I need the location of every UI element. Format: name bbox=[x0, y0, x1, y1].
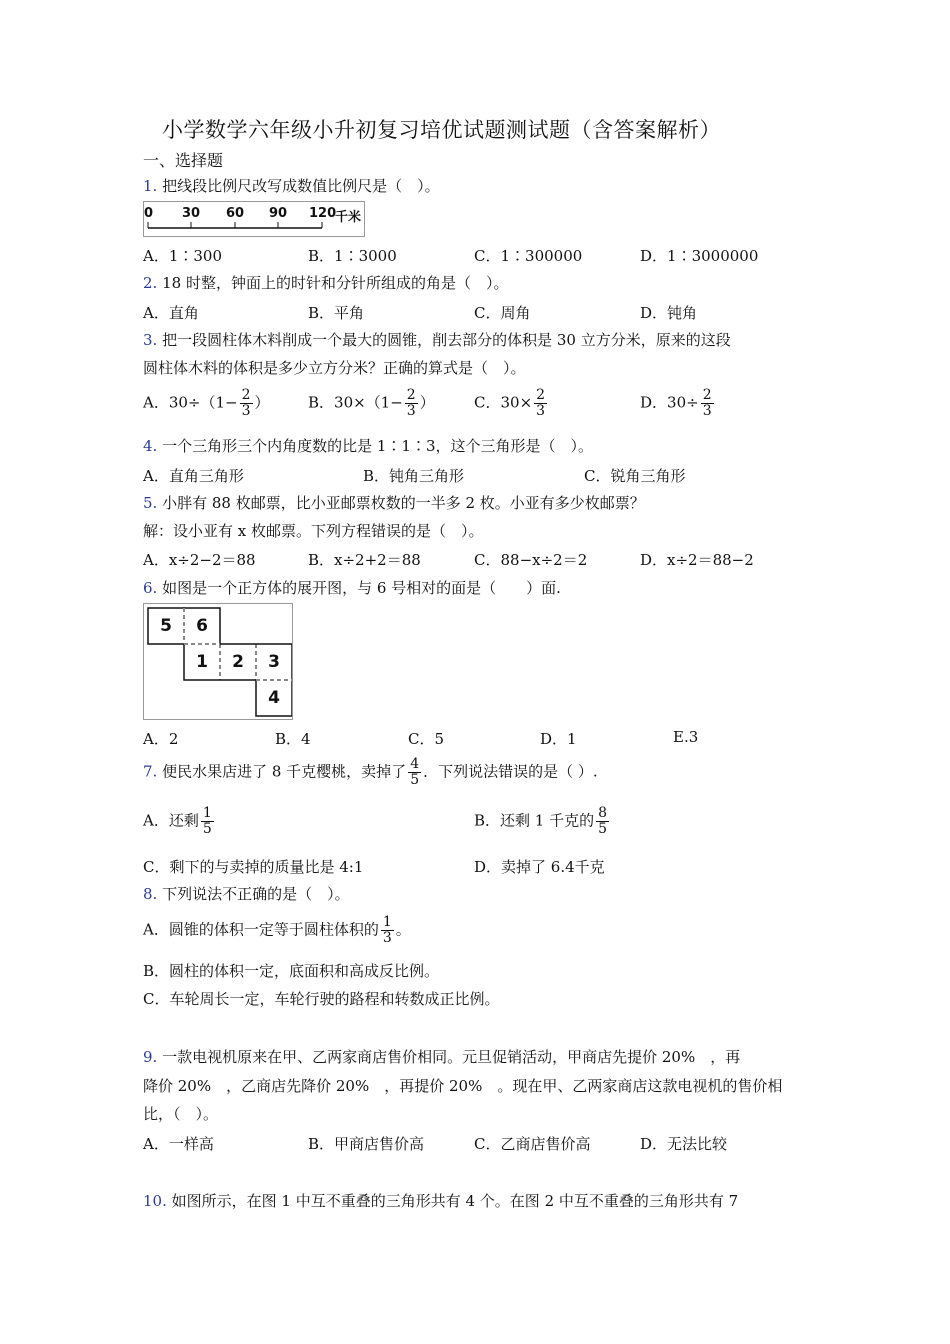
fraction-numerator: 8 bbox=[598, 805, 608, 821]
cube-face: 3 bbox=[268, 652, 280, 672]
option-b: B．30×（1− $\frac{2}{3}$ ） bbox=[308, 387, 435, 419]
question-number: 7. bbox=[143, 762, 158, 781]
question-text-line2: 解：设小亚有 x 枚邮票。下列方程错误的是（ ）。 bbox=[143, 522, 484, 540]
option-d: D．1∶3000000 bbox=[640, 247, 759, 265]
fraction-denominator: 3 bbox=[382, 930, 392, 946]
fraction-numerator: 1 bbox=[202, 805, 212, 821]
option-d: D．1 bbox=[540, 730, 577, 748]
option-a: A．圆锥的体积一定等于圆柱体积的 $\frac{1}{3}$ 。 bbox=[143, 914, 411, 946]
question-number: 6. bbox=[143, 579, 158, 597]
option-c: C．88−x÷2＝2 bbox=[474, 551, 588, 569]
fraction-denominator: 5 bbox=[598, 821, 608, 837]
cube-net-figure bbox=[143, 603, 293, 720]
scale-tick: 0 bbox=[144, 206, 154, 221]
option-d: D．30÷ $\frac{2}{3}$ bbox=[640, 387, 712, 419]
question-text-line1: 一款电视机原来在甲、乙两家商店售价相同。元旦促销活动，甲商店先提价 20% ，再 bbox=[162, 1048, 741, 1066]
scale-tick: 30 bbox=[182, 206, 201, 221]
fraction-denominator: 3 bbox=[406, 403, 416, 419]
scale-unit: 千米 bbox=[335, 210, 362, 225]
question-text: 一个三角形三个内角度数的比是 1∶1∶3，这个三角形是（ ）。 bbox=[162, 437, 593, 455]
question-5 bbox=[143, 493, 645, 513]
question-4 bbox=[143, 436, 593, 456]
fraction-denominator: 5 bbox=[410, 772, 420, 788]
question-number: 4. bbox=[143, 437, 158, 455]
question-number: 1. bbox=[143, 177, 158, 195]
question-10 bbox=[143, 1191, 738, 1211]
option-a: A．x÷2−2＝88 bbox=[143, 551, 256, 569]
option-b: B．还剩 1 千克的 $\frac{8}{5}$ bbox=[474, 805, 608, 837]
fraction-numerator: 2 bbox=[536, 387, 546, 403]
cube-face: 1 bbox=[196, 652, 208, 672]
question-text: 把线段比例尺改写成数值比例尺是（ ）。 bbox=[162, 177, 440, 195]
question-text-line2: 圆柱体木料的体积是多少立方分米？正确的算式是（ ）。 bbox=[143, 359, 526, 377]
option-b: B．圆柱的体积一定，底面积和高成反比例。 bbox=[143, 962, 440, 980]
fraction-denominator: 3 bbox=[241, 403, 251, 419]
fraction-denominator: 3 bbox=[702, 403, 712, 419]
option-c: C．乙商店售价高 bbox=[474, 1135, 591, 1153]
option-a: A．还剩 $\frac{1}{5}$ bbox=[143, 805, 212, 837]
cube-face: 6 bbox=[196, 616, 208, 636]
question-text: 下列说法不正确的是（ ）。 bbox=[162, 885, 350, 903]
question-text: 如图所示，在图 1 中互不重叠的三角形共有 4 个。在图 2 中互不重叠的三角形共有 7 bbox=[171, 1192, 739, 1210]
option-c: C．30× $\frac{2}{3}$ bbox=[474, 387, 546, 419]
option-c: C．5 bbox=[408, 730, 445, 748]
fraction-numerator: 2 bbox=[702, 387, 712, 403]
option-b: B．1∶3000 bbox=[308, 247, 397, 265]
option-d: D．x÷2＝88−2 bbox=[640, 551, 754, 569]
question-2 bbox=[143, 273, 508, 293]
question-3 bbox=[143, 330, 731, 350]
cube-face: 2 bbox=[232, 652, 244, 672]
option-a: A．2 bbox=[143, 730, 179, 748]
question-number: 5. bbox=[143, 494, 158, 512]
option-a: A．一样高 bbox=[143, 1135, 214, 1153]
option-b: B．4 bbox=[275, 730, 311, 748]
option-a: A．直角三角形 bbox=[143, 467, 244, 485]
option-c: C．车轮周长一定，车轮行驶的路程和转数成正比例。 bbox=[143, 990, 500, 1008]
scale-figure bbox=[143, 201, 365, 237]
question-number: 9. bbox=[143, 1048, 158, 1066]
fraction-denominator: 5 bbox=[202, 821, 212, 837]
fraction-denominator: 3 bbox=[536, 403, 546, 419]
question-6 bbox=[143, 578, 561, 598]
option-c: C．锐角三角形 bbox=[584, 467, 686, 485]
question-7: 7. 便民水果店进了 8 千克樱桃，卖掉了 $\frac{4}{5}$ ．下列说法错误的是（ ）. bbox=[143, 756, 598, 788]
scale-tick: 120 bbox=[309, 206, 337, 221]
question-text-line2: 降价 20% ，乙商店先降价 20% ，再提价 20% 。现在甲、乙两家商店这款电视机的售价相 bbox=[143, 1077, 783, 1095]
question-text: 如图是一个正方体的展开图，与 6 号相对的面是（ ）面. bbox=[162, 579, 561, 597]
option-d: D．无法比较 bbox=[640, 1135, 728, 1153]
question-text-line3: 比，（ ）。 bbox=[143, 1105, 219, 1123]
fraction-numerator: 1 bbox=[382, 914, 392, 930]
fraction-numerator: 4 bbox=[410, 756, 420, 772]
cube-face: 4 bbox=[268, 688, 280, 708]
option-c: C．1∶300000 bbox=[474, 247, 583, 265]
section-heading: 一、选择题 bbox=[143, 151, 224, 170]
fraction-numerator: 2 bbox=[241, 387, 251, 403]
question-8 bbox=[143, 884, 350, 904]
option-d: D．钝角 bbox=[640, 304, 698, 322]
question-number: 3. bbox=[143, 331, 158, 349]
question-text: 18 时整，钟面上的时针和分针所组成的角是（ ）。 bbox=[162, 274, 509, 292]
question-9 bbox=[143, 1047, 740, 1067]
option-b: B．平角 bbox=[308, 304, 365, 322]
question-text-line1: 小胖有 88 枚邮票，比小亚邮票枚数的一半多 2 枚。小亚有多少枚邮票？ bbox=[162, 494, 645, 512]
page-title: 小学数学六年级小升初复习培优试题测试题（含答案解析） bbox=[162, 118, 721, 142]
question-number: 2. bbox=[143, 274, 158, 292]
fraction-numerator: 2 bbox=[406, 387, 416, 403]
cube-face: 5 bbox=[160, 616, 172, 636]
question-1 bbox=[143, 176, 440, 196]
option-c: C．剩下的与卖掉的质量比是 4:1 bbox=[143, 858, 364, 876]
option-c: C．周角 bbox=[474, 304, 531, 322]
question-text-line1: 把一段圆柱体木料削成一个最大的圆锥，削去部分的体积是 30 立方分米，原来的这段 bbox=[162, 331, 731, 349]
option-a: A．直角 bbox=[143, 304, 199, 322]
scale-tick: 60 bbox=[226, 206, 245, 221]
option-b: B．钝角三角形 bbox=[363, 467, 465, 485]
question-number: 10. bbox=[143, 1192, 167, 1210]
option-d: D．卖掉了 6.4千克 bbox=[474, 858, 605, 876]
option-a: A．30÷（1− $\frac{2}{3}$ ） bbox=[143, 387, 270, 419]
option-a: A．1∶300 bbox=[143, 247, 223, 265]
option-b: B．甲商店售价高 bbox=[308, 1135, 425, 1153]
scale-tick: 90 bbox=[269, 206, 288, 221]
option-b: B．x÷2+2＝88 bbox=[308, 551, 421, 569]
question-number: 8. bbox=[143, 885, 158, 903]
option-e: E.3 bbox=[673, 728, 699, 746]
